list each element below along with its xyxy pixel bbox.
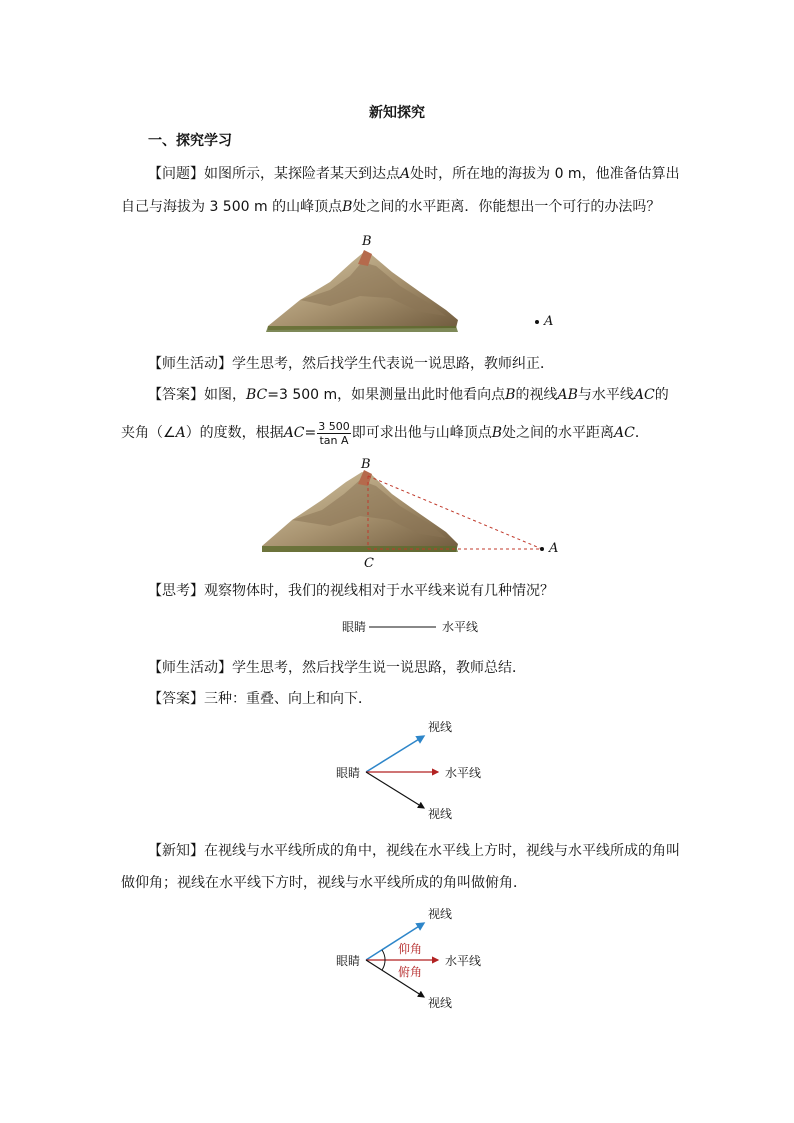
activity-tag-2: 【师生活动】 [148,660,232,676]
fig5-horizontal-label: 水平线 [445,954,482,968]
fraction: $\frac{3 500}{\text{tan A}}$ [318,419,350,447]
answer-2: 【答案】三种：重叠、向上和向下． [148,691,372,707]
activity-tag: 【师生活动】 [148,356,232,372]
page-title: 新知探究 [369,105,425,121]
new-knowledge-line-1: 【新知】在视线与水平线所成的角中，视线在水平线上方时，视线与水平线所成的角叫 [148,843,680,859]
fig2-label-C: C [364,556,374,571]
think-tag: 【思考】 [148,583,204,599]
question-line-2: 自己与海拔为 3 500 m 的山峰顶点B处之间的水平距离．你能想出一个可行的办法吗？ [121,199,661,215]
think-line: 【思考】观察物体时，我们的视线相对于水平线来说有几种情况？ [148,583,554,599]
fig4-sight-down-label: 视线 [428,807,453,821]
answer-line-2: 夹角（∠A）的度数，根据AC= $\frac{3 500}{\text{tan A}}$ 即可求出他与山峰顶点B处之间的水平距离AC． [121,419,649,447]
fig5-sight-down-label: 视线 [428,996,453,1010]
fig3-eye-label: 眼睛 [342,620,367,634]
new-knowledge-tag: 【新知】 [148,843,204,859]
fig3-horizontal-label: 水平线 [442,620,479,634]
fig4-horizontal-label: 水平线 [445,766,482,780]
answer-tag-2: 【答案】 [148,691,204,707]
activity-1: 【师生活动】学生思考，然后找学生代表说一说思路，教师纠正． [148,356,554,372]
activity-2: 【师生活动】学生思考，然后找学生说一说思路，教师总结． [148,660,526,676]
fig4-eye-label: 眼睛 [336,766,361,780]
fig5-eye-label: 眼睛 [336,954,361,968]
fig5-elevation-label: 仰角 [398,942,423,956]
question-line-1: 【问题】如图所示，某探险者某天到达点A处时，所在地的海拔为 0 m，他准备估算出 [148,166,680,182]
fig1-label-B: B [362,234,372,249]
answer-line-1: 【答案】如图，BC=3 500 m，如果测量出此时他看向点B的视线AB与水平线AC的 [148,387,669,403]
answer-tag: 【答案】 [148,387,204,403]
fig5-sight-up-label: 视线 [428,907,453,921]
fig1-label-A: A [544,314,554,329]
fig4-sight-up-label: 视线 [428,720,453,734]
fig5-depression-label: 俯角 [398,965,423,979]
new-knowledge-line-2: 做仰角；视线在水平线下方时，视线与水平线所成的角叫做俯角． [121,875,527,891]
section-heading: 一、探究学习 [148,133,232,149]
fig2-label-B: B [361,457,371,472]
question-tag: 【问题】 [148,166,204,182]
fig2-label-A: A [549,541,559,556]
